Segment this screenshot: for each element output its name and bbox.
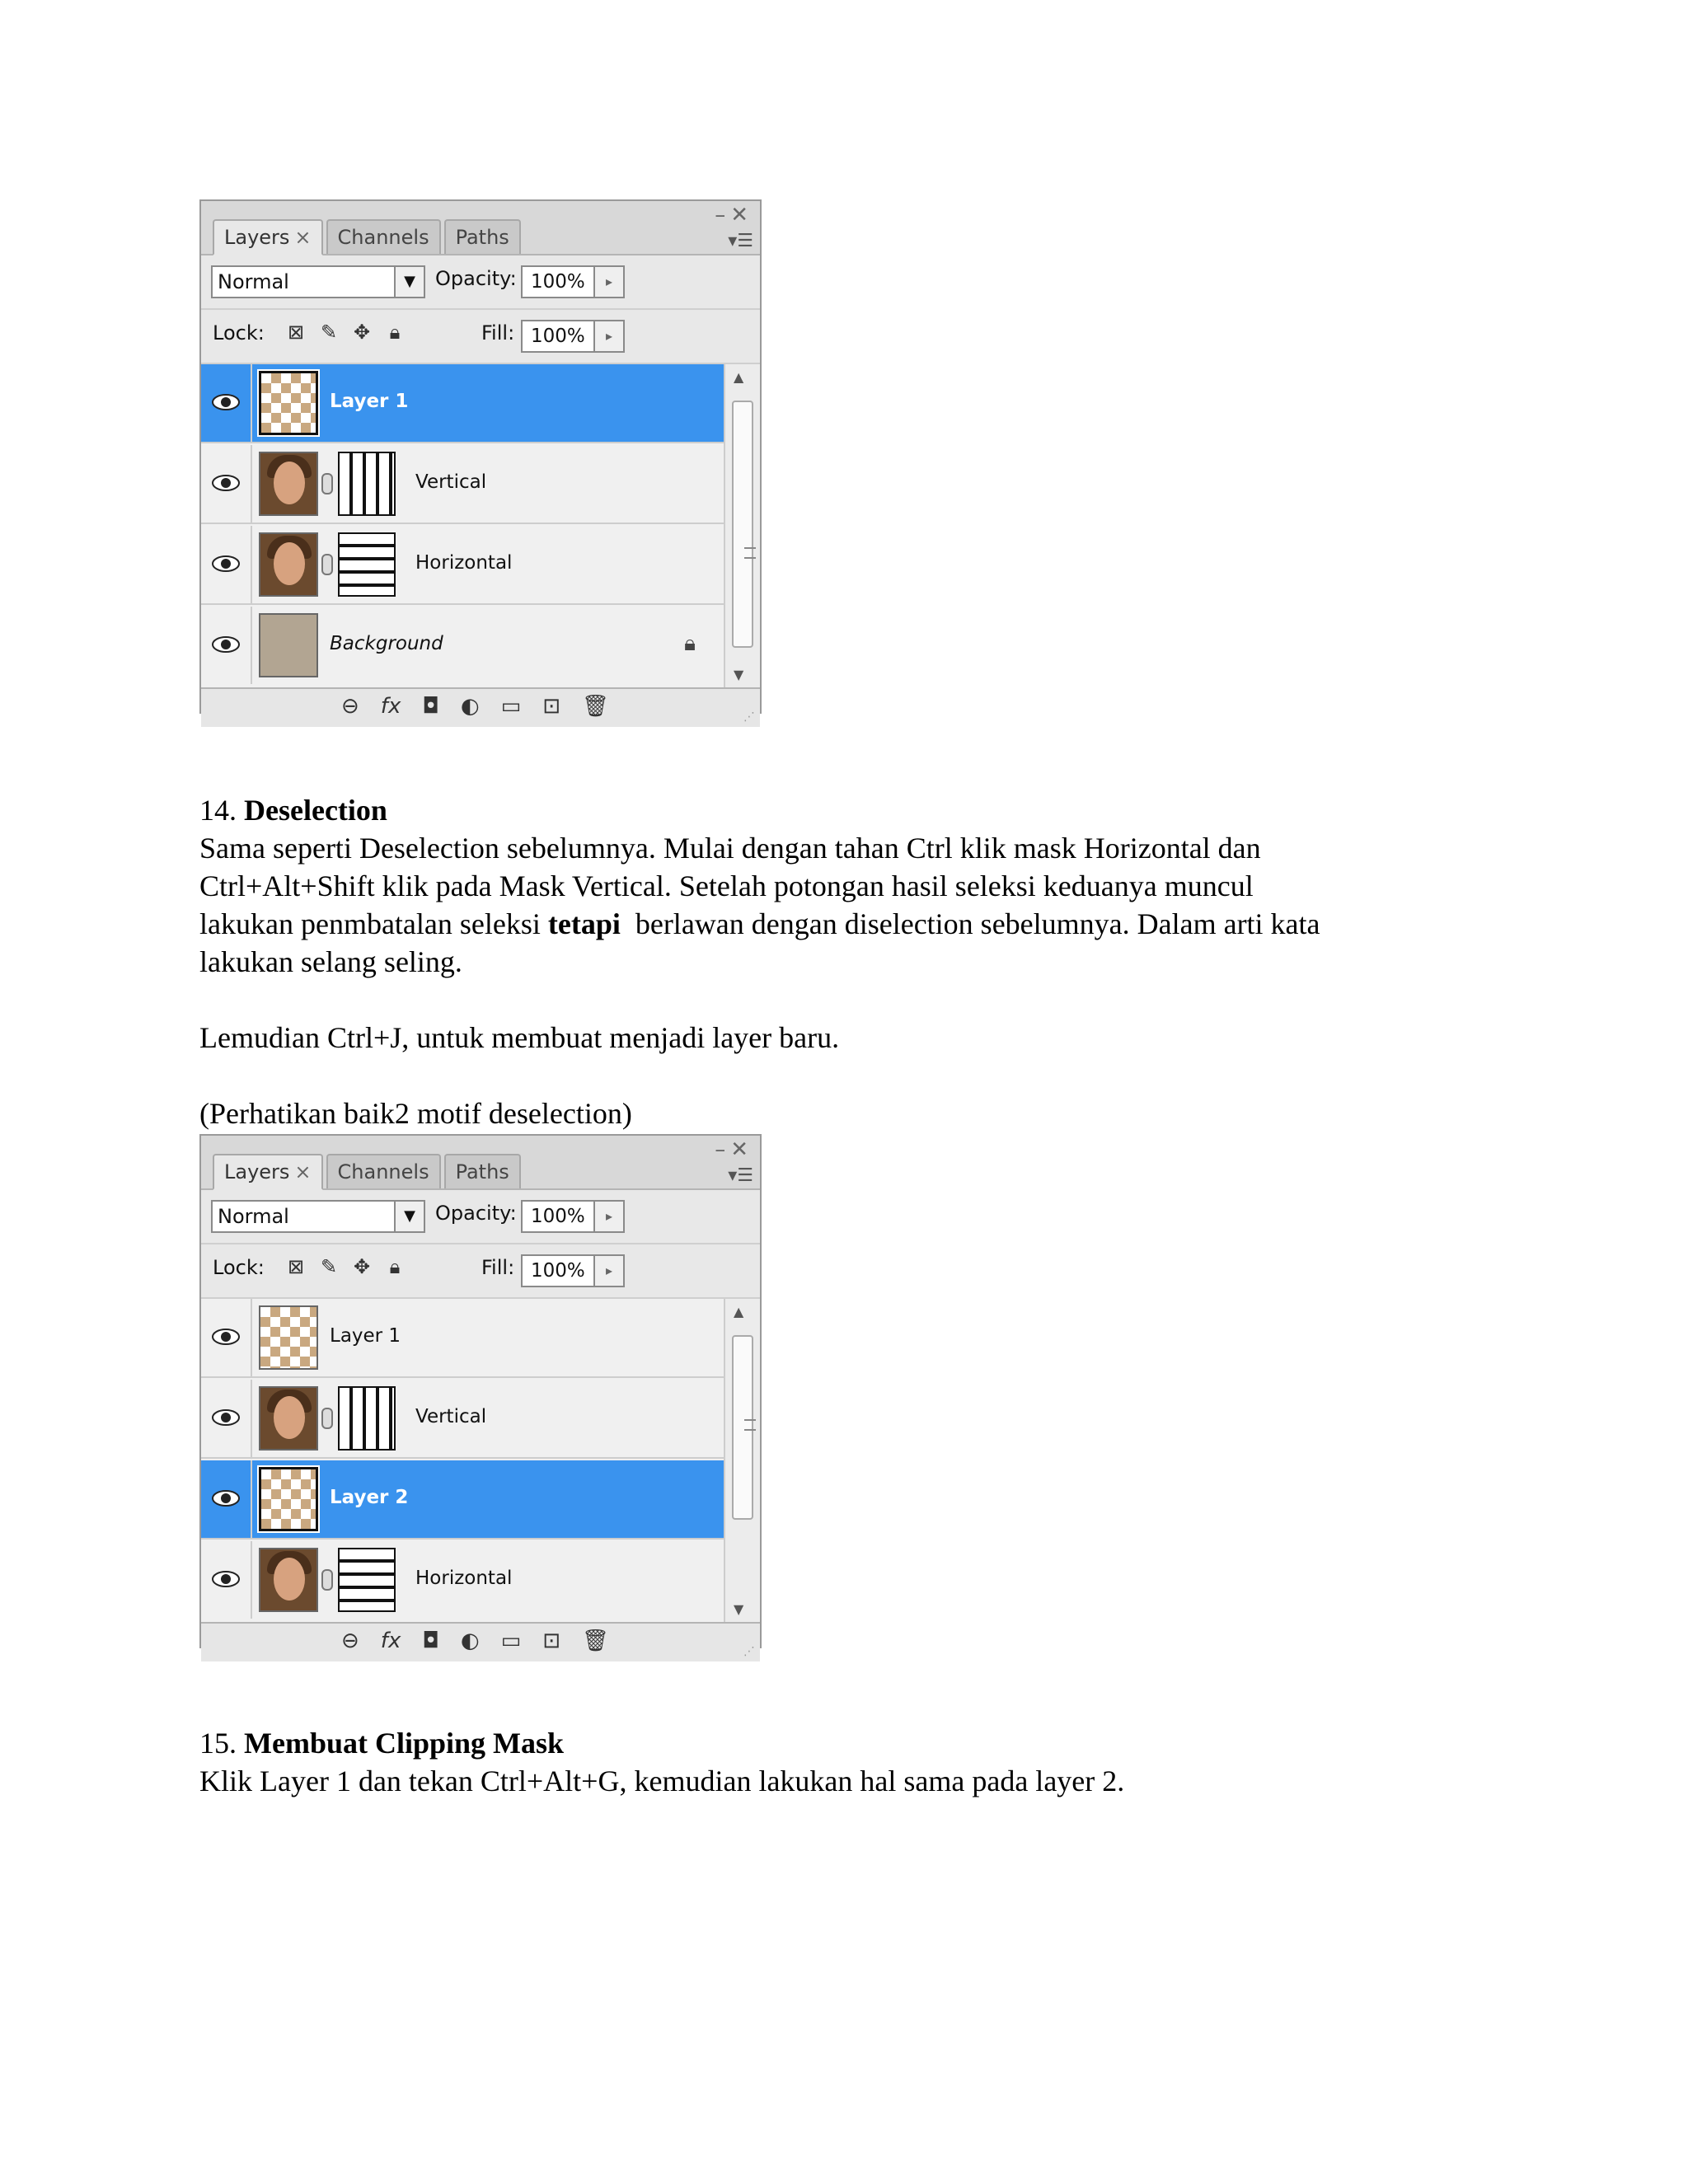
new-group-folder-icon[interactable]: ▭ (500, 694, 522, 719)
visibility-eye-icon[interactable] (201, 364, 252, 442)
mask-thumbnail-horizontal[interactable] (338, 1548, 396, 1612)
lock-move-icon[interactable]: ✥ (353, 1255, 371, 1278)
layer-row[interactable] (201, 607, 725, 686)
lock-label: Lock: (213, 321, 265, 344)
lock-move-icon[interactable]: ✥ (353, 321, 371, 344)
mask-thumbnail-vertical[interactable] (338, 1386, 396, 1451)
layer-thumbnail (259, 613, 318, 677)
visibility-eye-icon[interactable] (201, 1541, 252, 1619)
section-14-heading: 14. Deselection (199, 794, 387, 827)
visibility-eye-icon[interactable] (201, 1380, 252, 1457)
padlock-icon: 🔒︎ (684, 631, 696, 656)
layer-row[interactable] (201, 445, 725, 524)
layer-name: Horizontal (415, 552, 513, 574)
layer-thumbnail (259, 1386, 318, 1451)
lock-brush-icon[interactable]: ✎ (320, 321, 338, 344)
lock-all-icon[interactable]: 🔒︎ (389, 1255, 401, 1278)
chevron-right-icon[interactable]: ▸ (593, 321, 623, 351)
close-icon[interactable]: × (294, 1160, 312, 1183)
layer-name: Horizontal (415, 1568, 513, 1589)
layer-name: Vertical (415, 471, 487, 493)
layer-name: Layer 2 (330, 1487, 409, 1508)
mask-thumbnail-horizontal[interactable] (338, 532, 396, 597)
layer-name: Layer 1 (330, 391, 409, 412)
link-chain-icon[interactable] (321, 473, 333, 494)
blend-row (201, 255, 760, 310)
trash-icon[interactable]: 🗑︎ (581, 694, 609, 719)
tab-layers[interactable]: Layers × (213, 219, 323, 255)
visibility-eye-icon[interactable] (201, 1299, 252, 1376)
resize-grip-icon[interactable]: ⋰ (743, 710, 755, 724)
adjustment-layer-icon[interactable]: ◐ (460, 1629, 480, 1653)
lock-brush-icon[interactable]: ✎ (320, 1255, 338, 1278)
panel-menu-icon[interactable]: ▾☰ (728, 1165, 753, 1186)
panel-tabbar (201, 201, 760, 255)
layers-panel (199, 199, 762, 724)
chevron-right-icon[interactable]: ▸ (593, 1202, 623, 1231)
chevron-down-icon[interactable]: ▼ (734, 1601, 744, 1617)
scroll-thumb[interactable] (732, 401, 753, 648)
chevron-up-icon[interactable]: ▲ (734, 1304, 744, 1319)
section-14-paragraph-2: Lemudian Ctrl+J, untuk membuat menjadi layer baru. (199, 1021, 840, 1054)
layer-style-fx-icon[interactable]: fx (380, 694, 401, 719)
scrollbar[interactable] (724, 1299, 760, 1622)
lock-transparent-icon[interactable]: ⊠ (287, 1255, 305, 1278)
blend-mode-select[interactable]: Normal ▼ (211, 1200, 425, 1233)
chevron-right-icon[interactable]: ▸ (593, 267, 623, 297)
adjustment-layer-icon[interactable]: ◐ (460, 694, 480, 719)
link-chain-icon[interactable] (321, 1569, 333, 1591)
tab-layers[interactable]: Layers × (213, 1154, 323, 1190)
section-14-line-2: Ctrl+Alt+Shift klik pada Mask Vertical. Setelah potongan hasil seleksi keduanya muncul (199, 869, 1254, 902)
lock-transparent-icon[interactable]: ⊠ (287, 321, 305, 344)
layer-row[interactable] (201, 364, 725, 443)
section-14-line-1: Sama seperti Deselection sebelumnya. Mulai dengan tahan Ctrl klik mask Horizontal dan (199, 832, 1261, 865)
visibility-eye-icon[interactable] (201, 607, 252, 684)
blend-mode-select[interactable]: Normal ▼ (211, 265, 425, 298)
link-chain-icon[interactable] (321, 554, 333, 575)
panel-footer (201, 1624, 760, 1661)
chevron-right-icon[interactable]: ▸ (593, 1256, 623, 1286)
tab-channels[interactable]: Channels (326, 219, 441, 254)
minimize-close-icon[interactable]: –✕ (715, 203, 753, 227)
visibility-eye-icon[interactable] (201, 1460, 252, 1538)
tab-paths[interactable]: Paths (444, 219, 521, 254)
chevron-down-icon[interactable]: ▼ (394, 1202, 424, 1231)
layers-panel (199, 1134, 762, 1658)
opacity-input[interactable]: 100% ▸ (521, 1200, 625, 1233)
section-15-heading: 15. Membuat Clipping Mask (199, 1727, 565, 1760)
layer-name: Vertical (415, 1406, 487, 1427)
layer-name: Layer 1 (330, 1325, 401, 1347)
link-layers-icon[interactable]: ⊖ (341, 694, 359, 719)
section-15-text: Klik Layer 1 dan tekan Ctrl+Alt+G, kemudian lakukan hal sama pada layer 2. (199, 1765, 1125, 1797)
panel-footer (201, 689, 760, 727)
layer-thumbnail (259, 1305, 318, 1370)
section-14-line-4: lakukan selang seling. (199, 945, 462, 978)
scroll-thumb[interactable] (732, 1335, 753, 1520)
lock-all-icon[interactable]: 🔒︎ (389, 321, 401, 344)
layer-thumbnail (259, 1467, 318, 1531)
panel-menu-icon[interactable]: ▾☰ (728, 231, 753, 251)
blend-row (201, 1190, 760, 1244)
fill-input[interactable]: 100% ▸ (521, 1254, 625, 1287)
fill-label: Fill: (481, 1256, 515, 1279)
mask-thumbnail-vertical[interactable] (338, 452, 396, 516)
scrollbar[interactable] (724, 364, 760, 687)
new-group-folder-icon[interactable]: ▭ (500, 1629, 522, 1653)
new-layer-icon[interactable]: ⊡ (542, 1629, 560, 1653)
layer-thumbnail (259, 532, 318, 597)
opacity-label: Opacity: (435, 1202, 517, 1225)
add-mask-icon[interactable]: ◘ (422, 1629, 439, 1653)
layers-list (201, 364, 760, 689)
layer-thumbnail (259, 1548, 318, 1612)
opacity-label: Opacity: (435, 267, 517, 290)
layer-name: Background (330, 633, 443, 654)
opacity-input[interactable]: 100% ▸ (521, 265, 625, 298)
resize-grip-icon[interactable]: ⋰ (743, 1645, 755, 1658)
layer-thumbnail (259, 371, 318, 435)
layer-row[interactable] (201, 1299, 725, 1378)
layers-list (201, 1299, 760, 1624)
visibility-eye-icon[interactable] (201, 445, 252, 523)
visibility-eye-icon[interactable] (201, 526, 252, 603)
lock-row (201, 310, 760, 364)
layer-row[interactable] (201, 1460, 725, 1540)
close-icon[interactable]: × (294, 226, 312, 249)
layer-row[interactable] (201, 1541, 725, 1620)
fill-label: Fill: (481, 321, 515, 344)
section-14-line-3: lakukan penmbatalan seleksi tetapi berlawan dengan diselection sebelumnya. Dalam arti kata (199, 907, 1320, 940)
chevron-down-icon[interactable]: ▼ (734, 667, 744, 682)
section-14-paragraph-3: (Perhatikan baik2 motif deselection) (199, 1097, 632, 1130)
tab-paths[interactable]: Paths (444, 1154, 521, 1188)
minimize-close-icon[interactable]: –✕ (715, 1137, 753, 1162)
trash-icon[interactable]: 🗑︎ (581, 1629, 609, 1653)
layer-style-fx-icon[interactable]: fx (380, 1629, 401, 1653)
layer-thumbnail (259, 452, 318, 516)
link-layers-icon[interactable]: ⊖ (341, 1629, 359, 1653)
layer-row[interactable] (201, 1380, 725, 1459)
chevron-up-icon[interactable]: ▲ (734, 369, 744, 385)
layer-row[interactable] (201, 526, 725, 605)
link-chain-icon[interactable] (321, 1408, 333, 1429)
add-mask-icon[interactable]: ◘ (422, 694, 439, 719)
tab-channels[interactable]: Channels (326, 1154, 441, 1188)
panel-tabbar (201, 1136, 760, 1190)
new-layer-icon[interactable]: ⊡ (542, 694, 560, 719)
lock-label: Lock: (213, 1256, 265, 1279)
fill-input[interactable]: 100% ▸ (521, 320, 625, 353)
chevron-down-icon[interactable]: ▼ (394, 267, 424, 297)
lock-row (201, 1244, 760, 1299)
